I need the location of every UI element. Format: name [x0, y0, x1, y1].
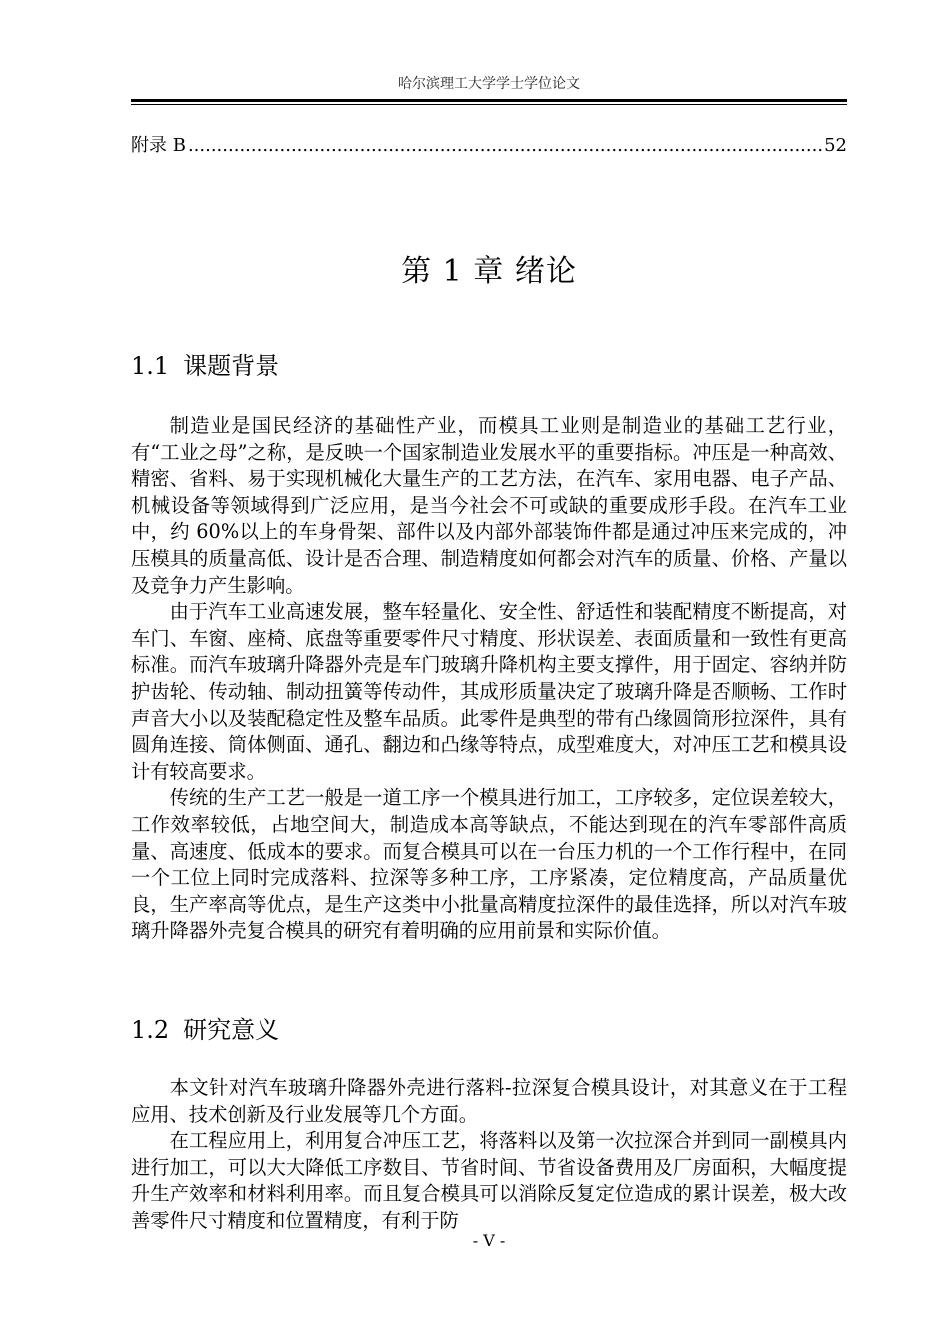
running-header: 哈尔滨理工大学学士学位论文 [398, 76, 580, 92]
paragraph: 在工程应用上，利用复合冲压工艺，将落料以及第一次拉深合并到同一副模具内进行加工，可以大大降低工序数目、节省时间、节省设备费用及厂房面积，大幅度提升生产效率和材料利用率。而且复合模具可以消除反复定位造成的累计误差，极大改善零件尺寸精度和位置精度，有利于防 [131, 1129, 847, 1232]
toc-entry[interactable] [131, 133, 847, 159]
header-rule-thin [131, 104, 847, 105]
header-rule [131, 99, 847, 102]
section-number: 1.2 [131, 1016, 170, 1044]
section-heading-1-2 [131, 1014, 279, 1046]
chapter-title: 第 1 章 绪论 [401, 254, 577, 289]
toc-entry-label: 附录 B [131, 135, 186, 156]
paragraph: 传统的生产工艺一般是一道工序一个模具进行加工，工序较多，定位误差较大，工作效率较低，占地空间大，制造成本高等缺点，不能达到现在的汽车零部件高质量、高速度、低成本的要求。而复合模具可以在一台压力机的一个工作行程中，在同一个工位上同时完成落料、拉深等多种工序，工序紧凑，定位精度高，产品质量优良，生产率高等优点，是生产这类中小批量高精度拉深件的最佳选择，所以对汽车玻璃升降器外壳复合模具的研究有着明确的应用前景和实际价值。 [131, 786, 847, 943]
section-heading-1-1 [131, 350, 279, 382]
section-title: 研究意义 [183, 1016, 280, 1044]
section-number: 1.1 [131, 352, 170, 380]
page-number: - V - [472, 1231, 506, 1250]
section-body-1-2 [131, 1075, 847, 1235]
toc-entry-page: 52 [824, 135, 847, 156]
paragraph: 制造业是国民经济的基础性产业，而模具工业则是制造业的基础工艺行业，有“工业之母”之称，是反映一个国家制造业发展水平的重要指标。冲压是一种高效、精密、省料、易于实现机械化大量生产的工艺方法，在汽车、家用电器、电子产品、机械设备等领域得到广泛应用，是当今社会不可或缺的重要成形手段。在汽车工业中，约 60%以上的车身骨架、部件以及内部外部装饰件都是通过冲压来完成的，冲压模具的质量高低、设计是否合理、制造精度如何都会对汽车的质量、价格、产量以及竞争力产生影响。 [131, 414, 847, 597]
paragraph: 由于汽车工业高速发展，整车轻量化、安全性、舒适性和装配精度不断提高，对车门、车窗、座椅、底盘等重要零件尺寸精度、形状误差、表面质量和一致性有更高标准。而汽车玻璃升降器外壳是车门玻璃升降机构主要支撑件，用于固定、容纳并防护齿轮、传动轴、制动扭簧等传动件，其成形质量决定了玻璃升降是否顺畅、工作时声音大小以及装配稳定性及整车品质。此零件是典型的带有凸缘圆筒形拉深件，具有圆角连接、筒体侧面、通孔、翻边和凸缘等特点，成型难度大，对冲压工艺和模具设计有较高要求。 [131, 600, 847, 783]
section-body-1-1 [131, 413, 847, 945]
paragraph: 本文针对汽车玻璃升降器外壳进行落料-拉深复合模具设计，对其意义在于工程应用、技术创新及行业发展等几个方面。 [131, 1076, 847, 1126]
toc-leader-dots [188, 133, 822, 159]
section-title: 课题背景 [183, 352, 280, 380]
